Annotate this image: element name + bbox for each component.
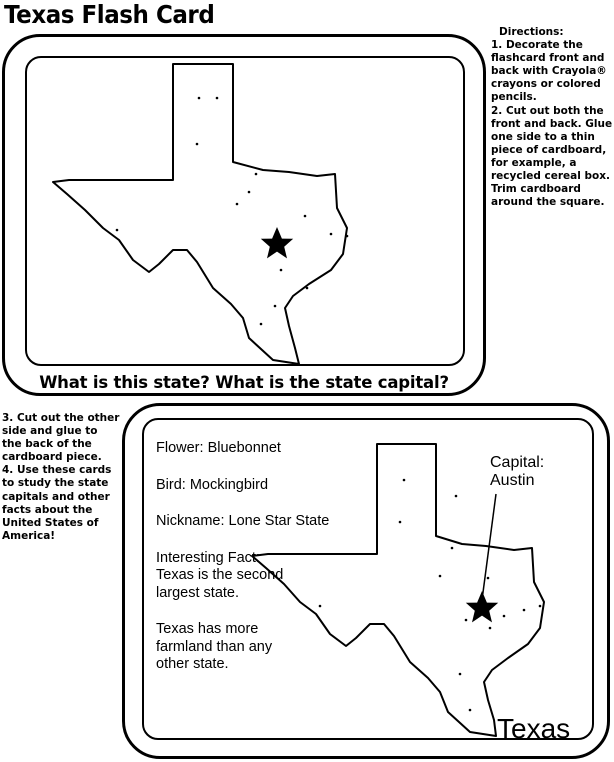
capital-label-heading: Capital:: [490, 454, 545, 471]
interesting-fact-heading: Interesting Fact:: [156, 549, 260, 566]
state-flower: Flower: Bluebonnet: [156, 440, 281, 456]
page-title: Texas Flash Card: [4, 0, 215, 29]
flashcard-front: [2, 34, 486, 396]
directions-step-4: 4. Use these cards to study the state capitals and other facts about the United States of America!: [2, 464, 112, 542]
directions-column-left: [2, 412, 120, 543]
state-nickname: Nickname: Lone Star State: [156, 513, 330, 529]
state-name: Texas: [497, 713, 571, 744]
state-bird: Bird: Mockingbird: [156, 476, 269, 493]
star-icon: [466, 591, 498, 622]
capital-label: [490, 454, 544, 490]
star-icon: [261, 227, 293, 258]
flashcard-question: What is this state? What is the state capital?: [39, 373, 449, 392]
capital-label-city: Austin: [490, 472, 535, 489]
directions-heading: Directions:: [499, 26, 564, 38]
directions-step-3: 3. Cut out the other side and glue to the back of the cardboard piece.: [2, 412, 120, 464]
texas-map-icon: [27, 58, 467, 368]
directions-step-1: 1. Decorate the flashcard front and back with Crayola® crayons or colored pencils.: [491, 39, 607, 104]
interesting-fact-1: Texas is the second largest state.: [156, 567, 284, 601]
directions-column-right: [491, 26, 613, 209]
directions-step-2: 2. Cut out both the front and back. Glue one side to a thin piece of cardboard, for example, a recycled cereal box. Trim cardboard around the square.: [491, 104, 613, 209]
flashcard-front-map-panel: [25, 56, 465, 366]
flashcard-back-panel: [142, 418, 594, 744]
flashcard-back: [122, 403, 610, 759]
interesting-fact-2: Texas has more farmland than any other state.: [156, 621, 273, 672]
